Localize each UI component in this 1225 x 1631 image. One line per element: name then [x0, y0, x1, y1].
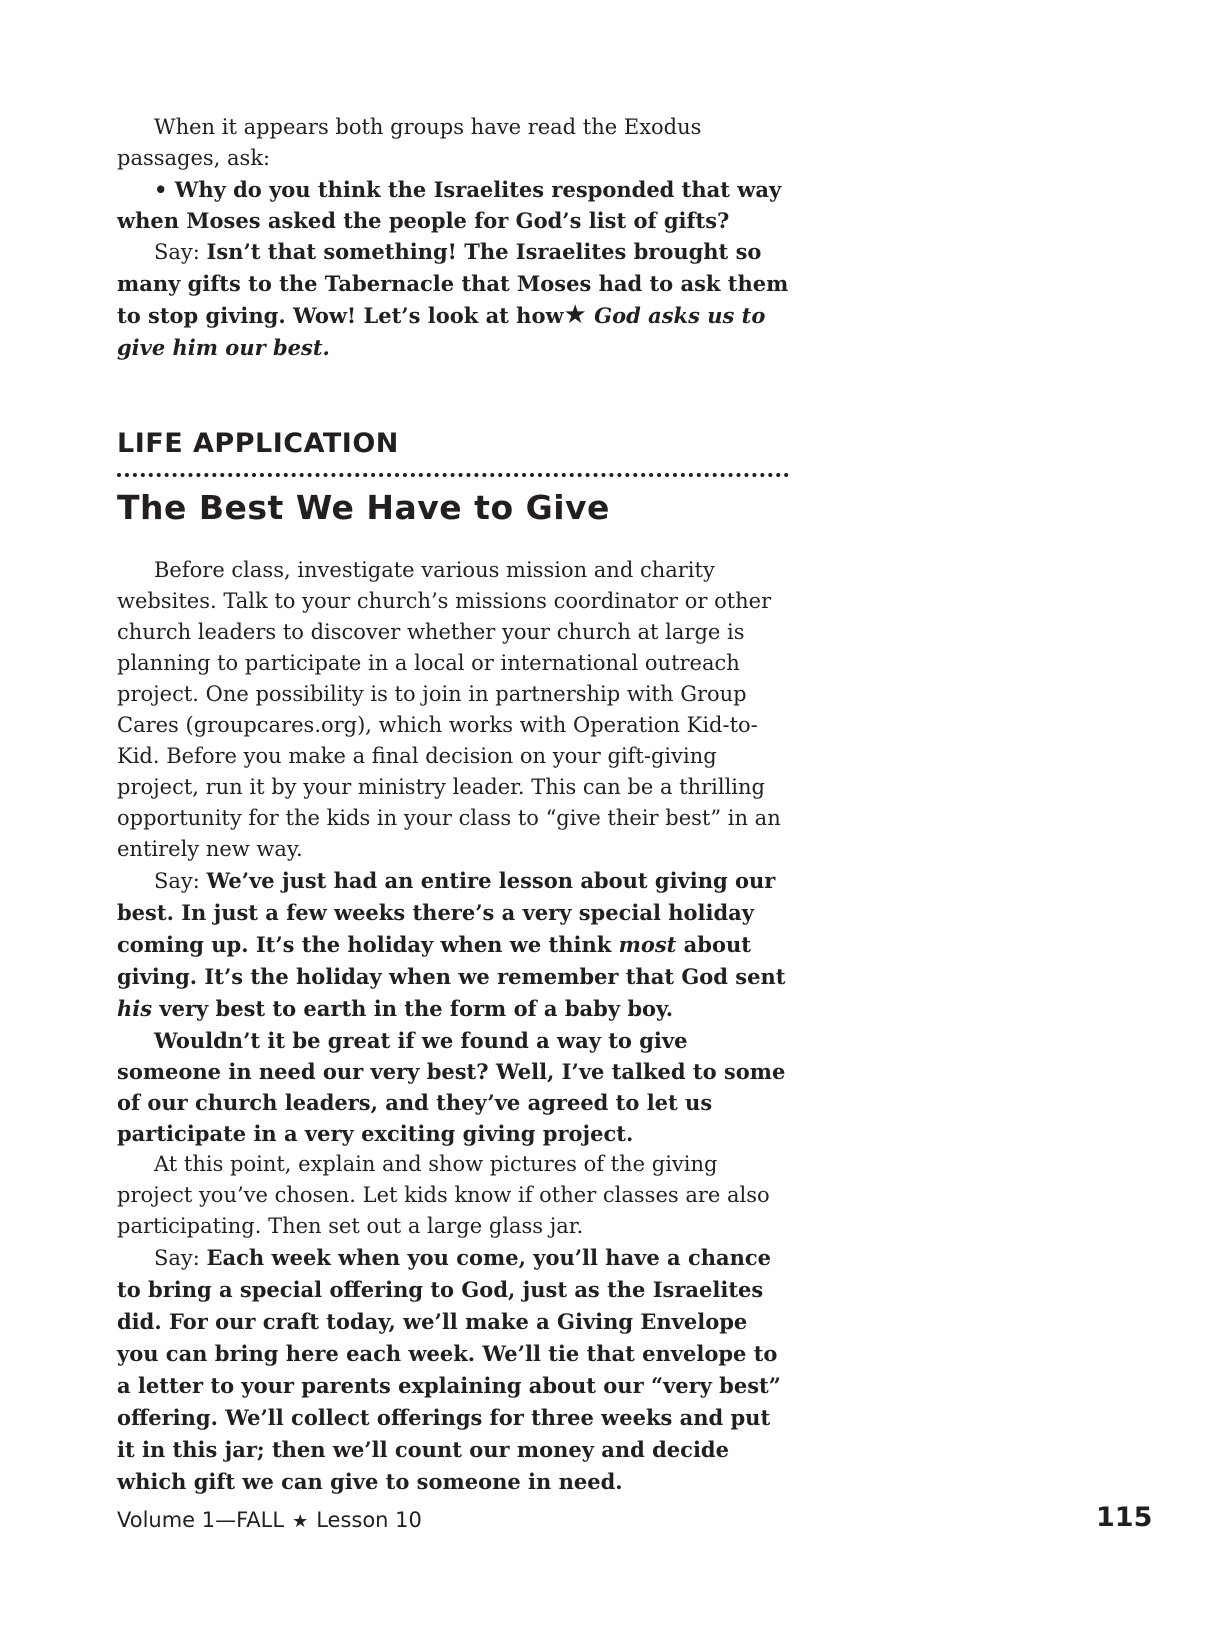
say-label: Say: — [154, 240, 207, 264]
key-point: God asks us to give him our best. — [117, 303, 766, 360]
star-icon: ★ — [563, 300, 587, 330]
section-label: LIFE APPLICATION — [117, 428, 399, 459]
section-title: The Best We Have to Give — [117, 488, 610, 527]
say-text-part: about giving. It’s the holiday when we remember that God sent — [117, 932, 786, 989]
life-application-text — [117, 555, 789, 1498]
intro-text-block — [117, 112, 789, 364]
emphasis-his: his — [117, 996, 153, 1021]
say-label: Say: — [154, 869, 207, 893]
footer-star-icon: ★ — [292, 1511, 309, 1532]
explain-paragraph: At this point, explain and show pictures of the giving project you’ve chosen. Let kids know if other classes are also participating. Then set out a large glass jar. — [117, 1152, 770, 1238]
footer-volume: Volume 1—FALL — [117, 1508, 285, 1532]
giving-project-paragraph: Wouldn’t it be great if we found a way to give someone in need our very best? Well, I’ve talked to some of our church leaders, and they’ve agreed to let us participate in a very exciting giving project. — [117, 1028, 786, 1146]
say-text-part: We’ve just had an entire lesson about giving our best. In just a few weeks there’s a very special holiday coming up. It’s the holiday when we think — [117, 868, 776, 957]
say-text-part: very best to earth in the form of a baby boy. — [152, 996, 674, 1021]
discussion-question: • Why do you think the Israelites responded that way when Moses asked the people for God’s list of gifts? — [117, 177, 782, 233]
say-paragraph — [117, 236, 789, 364]
footer-lesson-info — [117, 1508, 422, 1532]
say-label: Say: — [154, 1246, 207, 1270]
page-number: 115 — [1096, 1502, 1153, 1533]
say-paragraph-holiday — [117, 865, 789, 1025]
dotted-divider — [117, 473, 789, 477]
footer-lesson: Lesson 10 — [316, 1508, 422, 1532]
say-text: Each week when you come, you’ll have a chance to bring a special offering to God, just as the Israelites did. For our craft today, we’ll make a Giving Envelope you can bring here each week. We’ll tie that envelope to a letter to your parents explaining about our “very best” offering. We’ll collect offerings for three weeks and put it in this jar; then we’ll count our money and decide which gift we can give to someone in need. — [117, 1245, 781, 1494]
emphasis-most: most — [618, 932, 677, 957]
instructions-paragraph: Before class, investigate various mission and charity websites. Talk to your church’s missions coordinator or other church leaders to discover whether your church at large is planning to participate in a local or international outreach project. One possibility is to join in partnership with Group Cares (groupcares.org), which works with Operation Kid-to-Kid. Before you make a final decision on your gift-giving project, run it by your ministry leader. This can be a thrilling opportunity for the kids in your class to “give their best” in an entirely new way. — [117, 558, 781, 861]
intro-paragraph: When it appears both groups have read the Exodus passages, ask: — [117, 115, 702, 170]
say-text: Isn’t that something! The Israelites brought so many gifts to the Tabernacle that Moses had to ask them to stop giving. Wow! Let’s look at how — [117, 239, 789, 328]
say-paragraph-offering — [117, 1242, 789, 1498]
